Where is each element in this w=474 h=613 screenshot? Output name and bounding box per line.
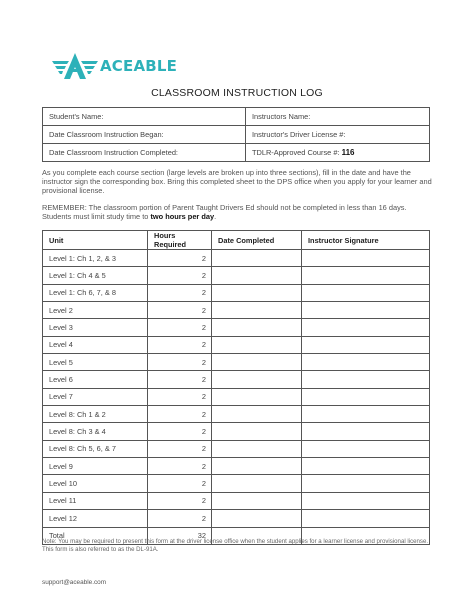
unit-cell: Level 10: [43, 475, 148, 492]
date-completed-cell[interactable]: [212, 250, 302, 267]
instructor-signature-cell[interactable]: [302, 250, 430, 267]
table-row: [43, 354, 430, 371]
date-completed-cell[interactable]: [212, 423, 302, 440]
unit-cell: Level 8: Ch 5, 6, & 7: [43, 440, 148, 457]
hours-cell: 2: [148, 475, 212, 492]
instructions-paragraph: As you complete each course section (large levels are broken up into three sections), fill in the date and have the instructor sign the corresponding box. Bring this completed sheet to the DPS office when you apply for your learner and provisional license.: [42, 168, 432, 196]
unit-cell: Level 4: [43, 336, 148, 353]
remember-paragraph: [42, 203, 434, 221]
driver-license-field[interactable]: Instructor's Driver License #:: [246, 126, 430, 144]
hours-cell: 2: [148, 371, 212, 388]
instructor-signature-cell[interactable]: [302, 371, 430, 388]
table-row: [43, 510, 430, 527]
header-date: Date Completed: [212, 231, 302, 250]
student-info-table: [42, 107, 430, 162]
table-row: [43, 302, 430, 319]
student-name-field[interactable]: Student's Name:: [43, 108, 246, 126]
date-completed-cell[interactable]: [212, 354, 302, 371]
table-row: [43, 267, 430, 284]
aceable-logo: [52, 52, 177, 80]
instructor-signature-cell[interactable]: [302, 492, 430, 509]
hours-cell: 2: [148, 440, 212, 457]
table-row: [43, 492, 430, 509]
hours-cell: 2: [148, 302, 212, 319]
hours-cell: 2: [148, 388, 212, 405]
hours-cell: 2: [148, 406, 212, 423]
instructor-signature-cell[interactable]: [302, 267, 430, 284]
date-completed-cell[interactable]: [212, 371, 302, 388]
instructor-signature-cell[interactable]: [302, 388, 430, 405]
remember-bold: two hours per day: [150, 212, 215, 222]
tdlr-course-number: 116: [341, 148, 355, 157]
hours-cell: 2: [148, 336, 212, 353]
unit-cell: Level 1: Ch 1, 2, & 3: [43, 250, 148, 267]
instructor-signature-cell[interactable]: [302, 354, 430, 371]
unit-cell: Level 7: [43, 388, 148, 405]
hours-cell: 2: [148, 267, 212, 284]
log-body: [43, 250, 430, 528]
instructor-signature-cell[interactable]: [302, 406, 430, 423]
unit-cell: Level 9: [43, 458, 148, 475]
unit-cell: Level 3: [43, 319, 148, 336]
total-label: Total: [43, 527, 148, 544]
instructor-signature-cell[interactable]: [302, 336, 430, 353]
table-row: [43, 371, 430, 388]
unit-cell: Level 5: [43, 354, 148, 371]
table-row: [43, 458, 430, 475]
date-completed-cell[interactable]: [212, 284, 302, 301]
date-completed-cell[interactable]: [212, 440, 302, 457]
remember-suffix: .: [214, 212, 217, 222]
aceable-a-wings-icon: [52, 52, 98, 80]
hours-cell: 2: [148, 354, 212, 371]
unit-cell: Level 1: Ch 4 & 5: [43, 267, 148, 284]
instructor-name-field[interactable]: Instructors Name:: [246, 108, 430, 126]
unit-cell: Level 11: [43, 492, 148, 509]
unit-cell: Level 8: Ch 3 & 4: [43, 423, 148, 440]
date-began-field[interactable]: Date Classroom Instruction Began:: [43, 126, 246, 144]
footer-email[interactable]: support@aceable.com: [42, 579, 107, 586]
date-completed-cell[interactable]: [212, 492, 302, 509]
date-completed-cell[interactable]: [212, 388, 302, 405]
instructor-signature-cell[interactable]: [302, 440, 430, 457]
total-hours: 32: [148, 527, 212, 544]
date-completed-cell[interactable]: [212, 510, 302, 527]
brand-name: ACEABLE: [100, 57, 178, 75]
date-completed-cell[interactable]: [212, 302, 302, 319]
date-completed-cell[interactable]: [212, 267, 302, 284]
header-signature: Instructor Signature: [302, 231, 430, 250]
table-row: [43, 406, 430, 423]
hours-cell: 2: [148, 250, 212, 267]
hours-cell: 2: [148, 458, 212, 475]
hours-cell: 2: [148, 284, 212, 301]
instructor-signature-cell[interactable]: [302, 302, 430, 319]
instructor-signature-cell[interactable]: [302, 458, 430, 475]
table-row: [43, 284, 430, 301]
instructor-signature-cell[interactable]: [302, 475, 430, 492]
date-completed-cell[interactable]: [212, 406, 302, 423]
table-row: [43, 388, 430, 405]
table-row: [43, 336, 430, 353]
unit-cell: Level 1: Ch 6, 7, & 8: [43, 284, 148, 301]
hours-cell: 2: [148, 510, 212, 527]
table-row: [43, 440, 430, 457]
date-completed-cell[interactable]: [212, 336, 302, 353]
instructor-signature-cell[interactable]: [302, 510, 430, 527]
header-hours: Hours Required: [148, 231, 212, 250]
unit-cell: Level 2: [43, 302, 148, 319]
log-header-row: [43, 231, 430, 250]
table-row: [43, 423, 430, 440]
tdlr-course-field[interactable]: [246, 144, 430, 162]
hours-cell: 2: [148, 423, 212, 440]
date-completed-cell[interactable]: [212, 319, 302, 336]
table-row: [43, 319, 430, 336]
note-text: Note: You may be required to present this form at the driver license office when the student applies for a learner license and provisional license. This form is also referred to as the DL-91A.: [42, 538, 429, 553]
date-completed-cell[interactable]: [212, 458, 302, 475]
tdlr-course-label: TDLR-Approved Course #:: [252, 148, 340, 157]
hours-cell: 2: [148, 492, 212, 509]
unit-cell: Level 6: [43, 371, 148, 388]
header-unit: Unit: [43, 231, 148, 250]
table-row: [43, 250, 430, 267]
instructor-signature-cell[interactable]: [302, 284, 430, 301]
instruction-log-table: [42, 230, 430, 545]
instructor-signature-cell[interactable]: [302, 423, 430, 440]
unit-cell: Level 12: [43, 510, 148, 527]
date-completed-cell[interactable]: [212, 475, 302, 492]
remember-text: REMEMBER: The classroom portion of Parent Taught Drivers Ed should not be completed in less than 16 days. Students must limit study time to: [42, 203, 407, 222]
table-row: [43, 475, 430, 492]
unit-cell: Level 8: Ch 1 & 2: [43, 406, 148, 423]
page-title: CLASSROOM INSTRUCTION LOG: [151, 87, 323, 99]
date-completed-field[interactable]: Date Classroom Instruction Completed:: [43, 144, 246, 162]
instructor-signature-cell[interactable]: [302, 319, 430, 336]
hours-cell: 2: [148, 319, 212, 336]
